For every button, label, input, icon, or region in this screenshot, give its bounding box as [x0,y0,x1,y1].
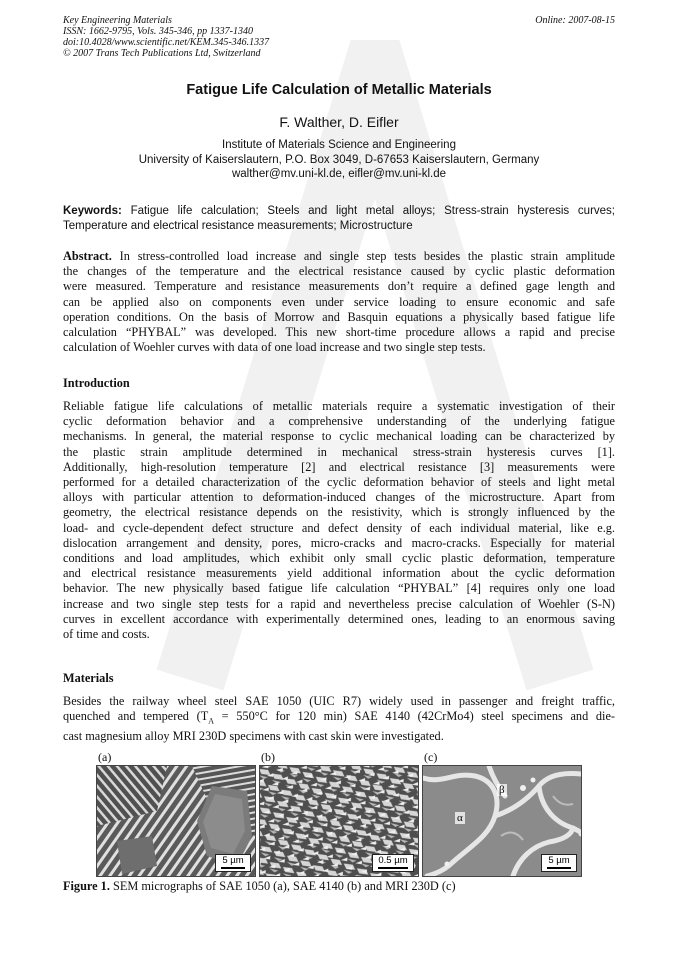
intro-line: alloys with particular attention to deformation-induced changes of the microstructure. Apart from [63,490,615,505]
abstract-line: the changes of the temperature and the electrical resistance caused by cyclic plastic deformation [63,264,615,279]
panel-label-b: (b) [261,750,275,764]
materials-heading: Materials [63,671,114,685]
abstract-line: can be applied also on components even under service loading to ensure economic and safe [63,294,615,309]
online-date: Online: 2007-08-15 [535,15,615,26]
scale-bar [372,854,414,872]
figure-caption-text: SEM micrographs of SAE 1050 (a), SAE 4140 (b) and MRI 230D (c) [109,879,456,893]
journal-header [63,15,269,59]
intro-line: curves in excellent accordance with experimentally determined ones, leading to an enormous saving [63,611,615,626]
introduction-heading: Introduction [63,376,130,390]
abstract-line-text: In stress-controlled load increase and single step tests besides the plastic strain amplitude [119,249,615,263]
sem-micrograph-b [259,765,419,877]
abstract-line: calculation of Woehler curves with data of one load increase and two single step tests. [63,340,486,355]
materials-line: Besides the railway wheel steel SAE 1050 (UIC R7) widely used in passenger and freight traffic, [63,694,615,708]
materials-line: cast magnesium alloy MRI 230D specimens with cast skin were investigated. [63,728,444,743]
intro-line: behavior. The new physically based fatigue life calculation “PHYBAL” [4] requires only one load [63,581,615,596]
abstract-line [63,249,615,264]
phase-label-alpha: α [457,812,463,824]
abstract-line: operation conditions. On the basis of Morrow and Basquin equations a physically based fatigue life [63,309,615,324]
scale-bar [541,854,577,872]
temperature-subscript: A [208,716,215,726]
scale-bar-label: 0.5 µm [378,855,408,866]
materials-line [63,709,615,729]
panel-label-c: (c) [424,750,438,764]
intro-line: dislocation arrangement and density, pores, micro-cracks and macro-cracks. Especially for material [63,535,615,550]
journal-name: Key Engineering Materials [63,15,172,26]
intro-line: conditions and load amplitudes, which exhibit only small cyclic plastic deformation, temperature [63,551,615,566]
phase-label-beta: β [499,784,505,796]
abstract-line: calculation “PHYBAL” was developed. This new short-time procedure allows a rapid and precise [63,325,615,340]
intro-line: increase and two single step tests for a rapid and nevertheless precise calculation of Woehler (S-N) [63,596,615,611]
intro-line: of time and costs. [63,627,150,642]
intro-line: cyclic deformation behavior and a comprehensive understanding of the underlying fatigue [63,414,615,429]
introduction-body [63,399,615,642]
abstract [63,249,615,355]
journal-issn: ISSN: 1662-9795, Vols. 345-346, pp 1337-1340 [63,26,253,37]
scale-bar [215,854,251,872]
affiliation [0,138,678,182]
panel-label-a: (a) [98,750,112,764]
paper-authors: F. Walther, D. Eifler [279,114,399,130]
materials-text: = 550°C for 120 min) SAE 4140 (42CrMo4) steel specimens and die- [214,709,615,724]
materials-text: quenched and tempered (T [63,709,209,724]
intro-line: the plastic strain amplitude determined in mechanical stress-strain hysteresis curves [1]. [63,444,615,459]
intro-line: performed for a detailed characterization of the cyclic deformation behavior of steels and light metal [63,475,615,490]
materials-body [63,694,615,744]
figure-caption-label: Figure 1. [63,879,110,893]
keywords-text: Fatigue life calculation; Steels and light metal alloys; Stress-strain hysteresis curves; Temperature and electrical resistance measurements; Microstructure [63,205,615,232]
sem-micrograph-a [96,765,256,877]
journal-doi: doi:10.4028/www.scientific.net/KEM.345-346.1337 [63,37,270,48]
intro-line: load- and cycle-dependent defect structure and defect density of each individual material, like e.g. [63,520,615,535]
affiliation-institute: Institute of Materials Science and Engineering [222,139,456,151]
sem-micrograph-c [422,765,582,877]
copyright-notice: © 2007 Trans Tech Publications Ltd, Switzerland [63,48,261,59]
intro-line: mechanisms. In general, the material response to cyclic mechanical loading can be characterized by [63,429,615,444]
keywords [63,204,615,233]
keywords-label: Keywords: [63,205,122,217]
figure-caption [63,879,456,894]
intro-line: Reliable fatigue life calculations of metallic materials require a systematic investigation of their [63,399,615,413]
affiliation-address: University of Kaiserslautern, P.O. Box 3049, D-67653 Kaiserslautern, Germany [138,153,540,166]
intro-line: geometry, the electrical resistance depends on the resistivity, which is strongly influenced by the [63,505,615,520]
paper-title: Fatigue Life Calculation of Metallic Materials [186,82,492,98]
abstract-line: were measured. Temperature and resistance measurements don’t require a defined gage length and [63,279,615,294]
intro-line: Additionally, high-resolution temperature [2] and electrical resistance [3] measurements were [63,459,615,474]
scale-bar-label: 5 µm [222,855,244,866]
scale-bar-label: 5 µm [548,855,570,866]
intro-line: and electrical resistance measurements yield additional information about the cyclic deformation [63,566,615,581]
abstract-label: Abstract. [63,249,112,263]
author-emails[interactable]: walther@mv.uni-kl.de, eifler@mv.uni-kl.de [231,168,446,180]
